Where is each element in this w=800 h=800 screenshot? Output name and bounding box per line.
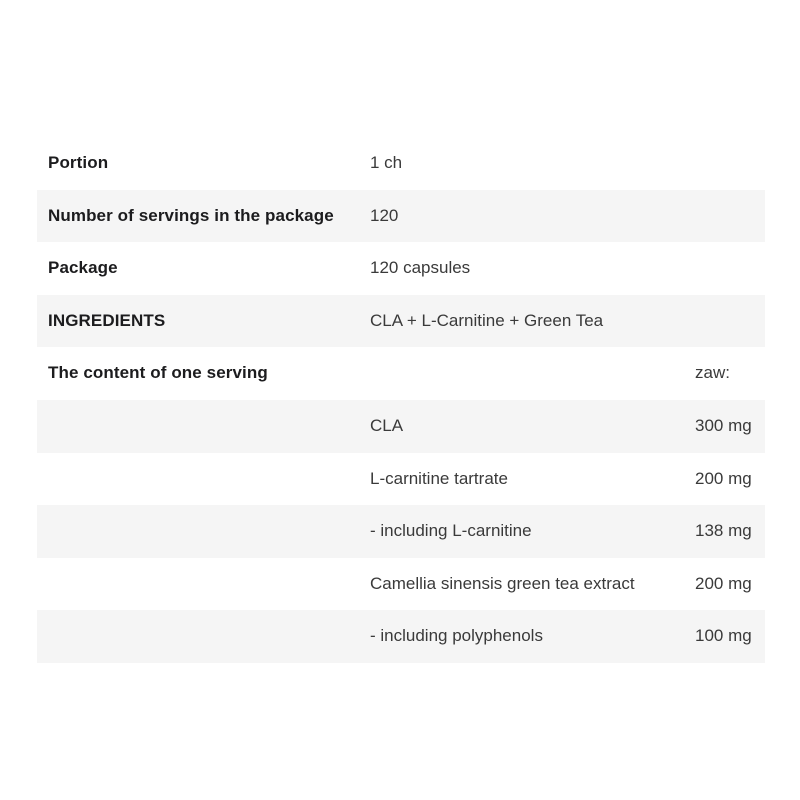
table-row (37, 295, 765, 348)
table-row (37, 190, 765, 243)
serving-amount: 100 mg (695, 626, 752, 646)
serving-name: - including polyphenols (370, 626, 543, 646)
serving-amount: 300 mg (695, 416, 752, 436)
table-row (37, 610, 765, 663)
table-row (37, 558, 765, 611)
serving-name: L-carnitine tartrate (370, 468, 508, 488)
info-label: Package (48, 258, 118, 278)
table-row (37, 137, 765, 190)
serving-name: CLA (370, 416, 404, 436)
amount-column-header: zaw: (695, 363, 730, 383)
product-spec-table (37, 137, 765, 663)
serving-header-label: The content of one serving (48, 363, 268, 383)
serving-name: Camellia sinensis green tea extract (370, 573, 635, 593)
table-row (37, 400, 765, 453)
info-value: CLA + L-Carnitine + Green Tea (370, 310, 604, 330)
serving-amount: 138 mg (695, 521, 752, 541)
info-value: 120 capsules (370, 258, 471, 278)
info-label: INGREDIENTS (48, 310, 166, 330)
serving-amount: 200 mg (695, 468, 752, 488)
info-label: Number of servings in the package (48, 205, 334, 225)
info-label: Portion (48, 153, 109, 173)
info-value: 120 (370, 205, 399, 225)
info-value: 1 ch (370, 153, 403, 173)
serving-name: - including L-carnitine (370, 521, 532, 541)
table-row (37, 453, 765, 506)
table-row (37, 347, 765, 400)
table-row (37, 505, 765, 558)
table-row (37, 242, 765, 295)
serving-amount: 200 mg (695, 573, 752, 593)
